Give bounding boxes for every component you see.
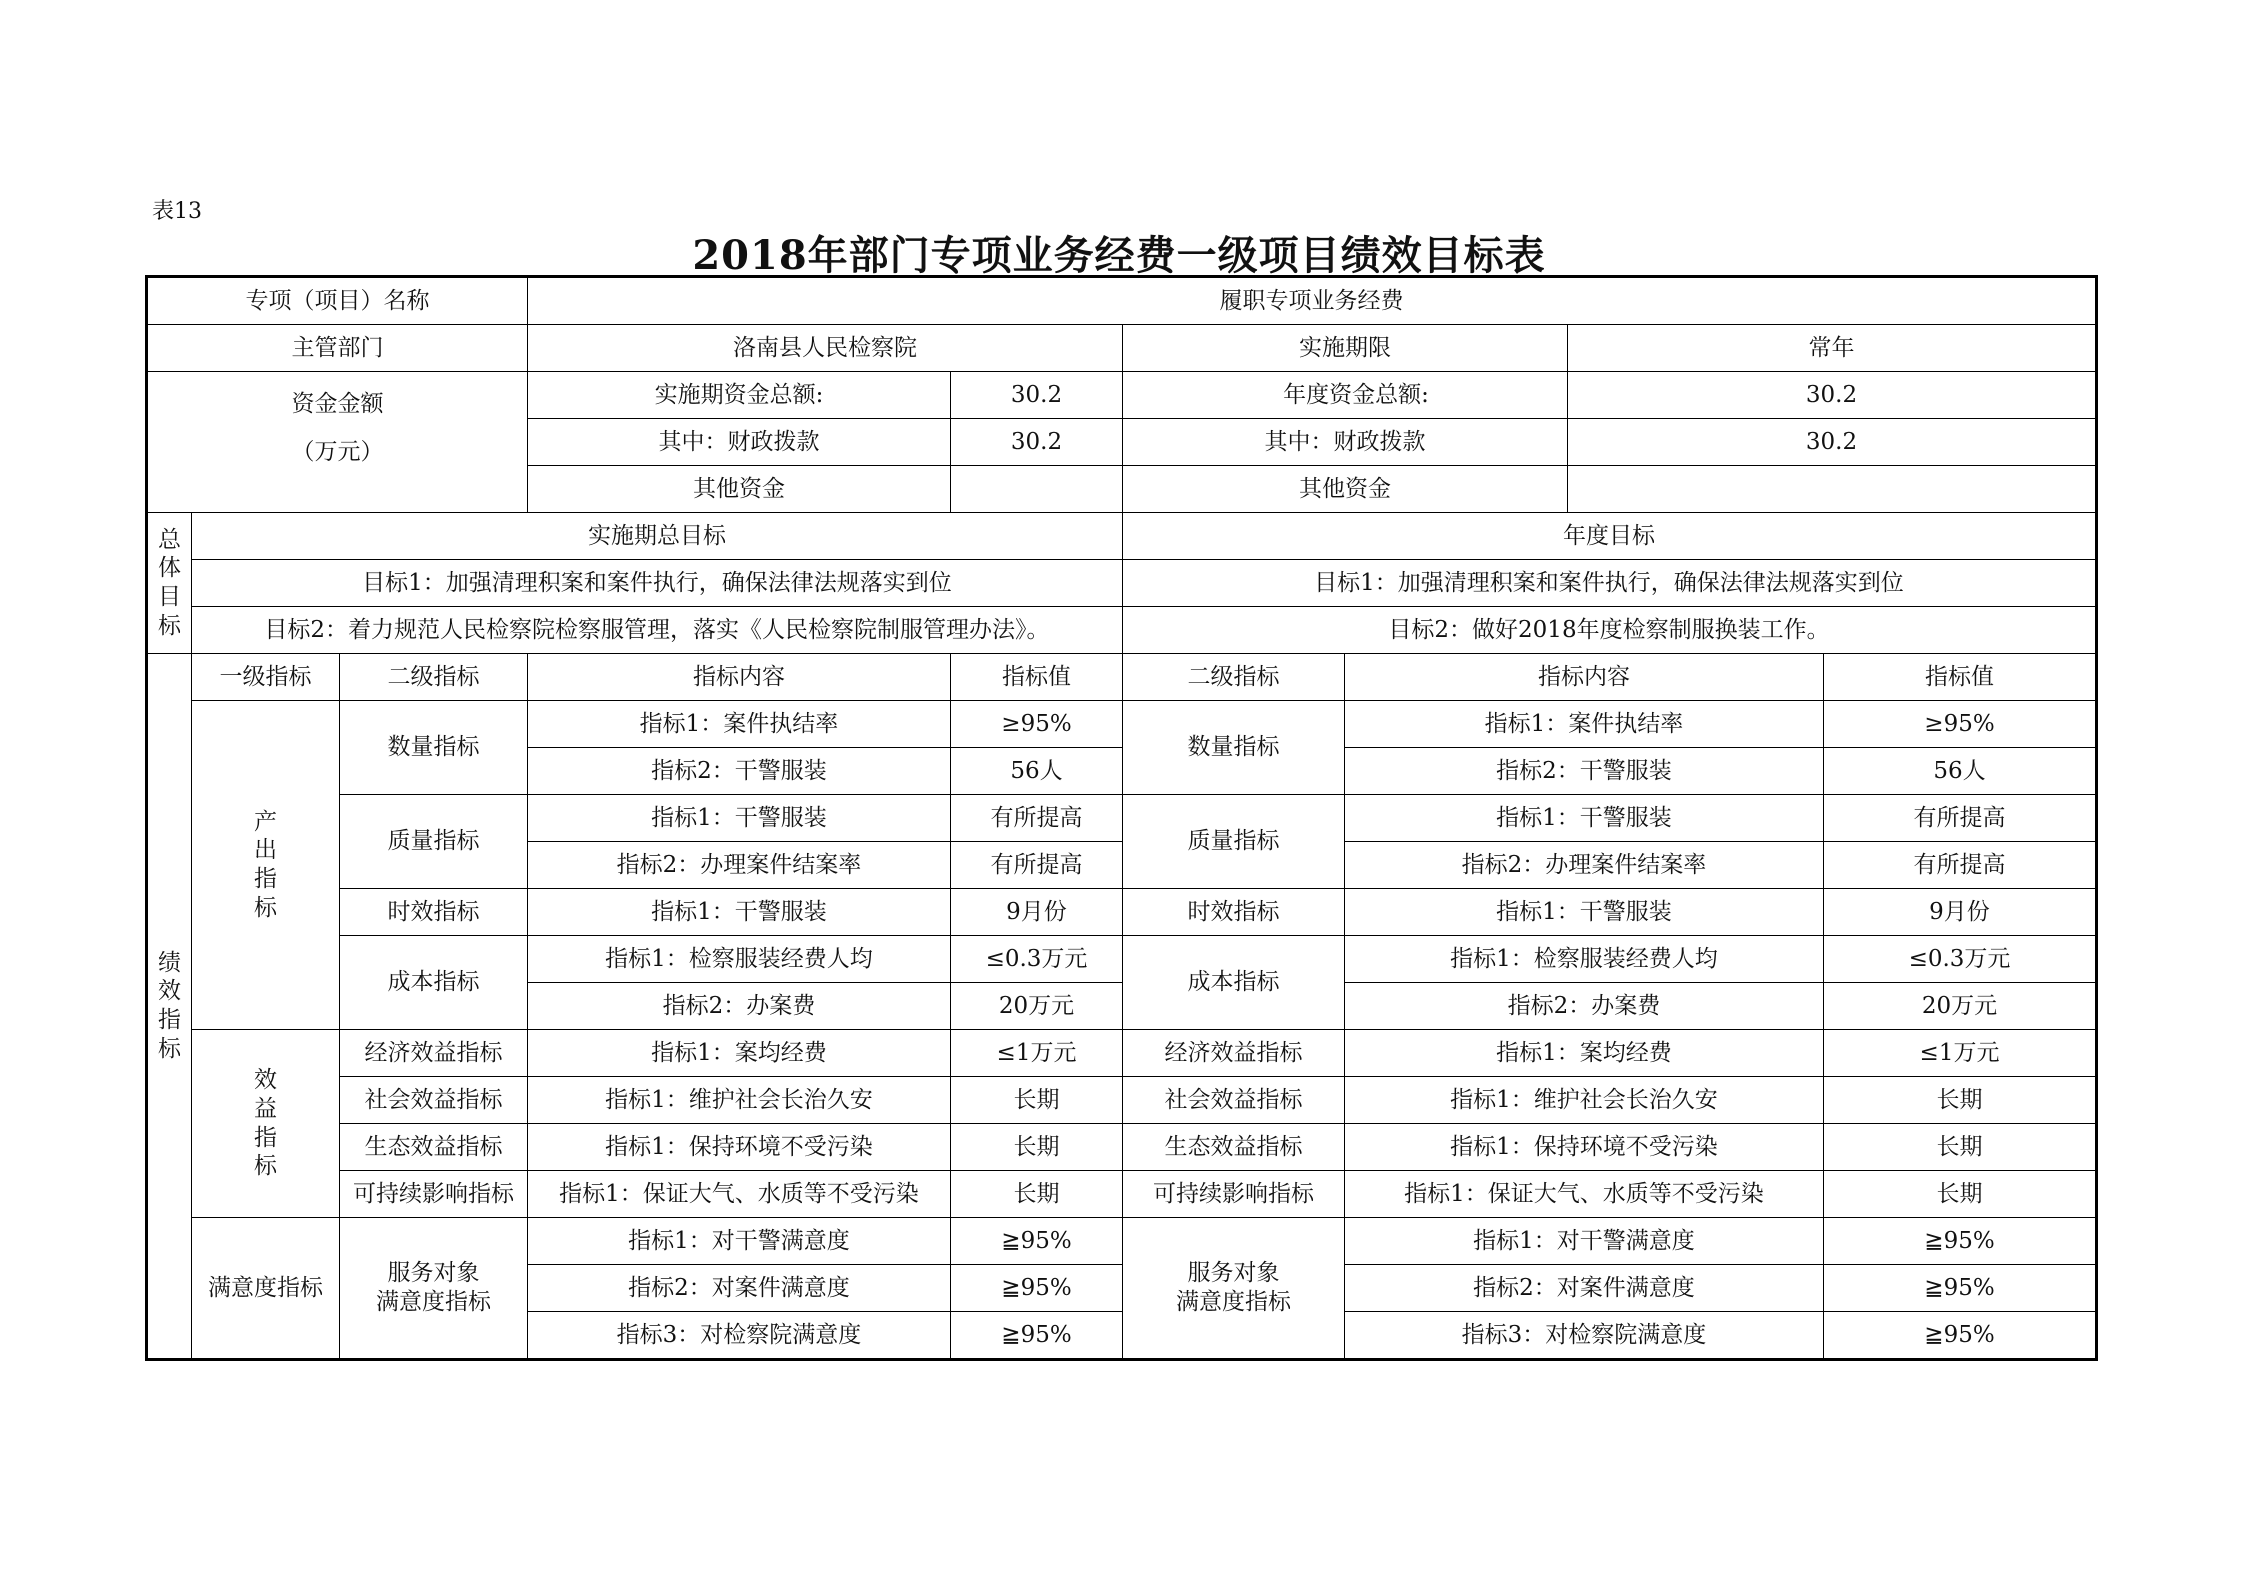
social-benefit-indicator-annual: 社会效益指标 — [1123, 1077, 1345, 1124]
indicator-value: 长期 — [951, 1124, 1123, 1171]
impl-fiscal-label: 其中：财政拨款 — [528, 419, 951, 466]
indicator-content-annual: 指标1：案均经费 — [1345, 1030, 1824, 1077]
fund-label-line1: 资金金额 — [291, 391, 384, 417]
service-line2: 满意度指标 — [376, 1289, 491, 1315]
indicator-content: 指标1：干警服装 — [528, 889, 951, 936]
indicator-content-annual: 指标2：办案费 — [1345, 983, 1824, 1030]
indicator-content: 指标1：保持环境不受污染 — [528, 1124, 951, 1171]
project-name-label: 专项（项目）名称 — [147, 277, 528, 325]
indicator-value-annual: 9月份 — [1824, 889, 2097, 936]
indicator-content: 指标1：保证大气、水质等不受污染 — [528, 1171, 951, 1218]
table-row — [147, 1124, 2097, 1171]
indicator-value: ≧95% — [951, 1265, 1123, 1312]
social-benefit-indicator: 社会效益指标 — [340, 1077, 528, 1124]
indicator-value-annual: ≤0.3万元 — [1824, 936, 2097, 983]
quantity-indicator: 数量指标 — [340, 701, 528, 795]
service-satisfaction-indicator — [340, 1218, 528, 1360]
ecological-benefit-indicator: 生态效益指标 — [340, 1124, 528, 1171]
cost-indicator-annual: 成本指标 — [1123, 936, 1345, 1030]
indicator-content-annual: 指标3：对检察院满意度 — [1345, 1312, 1824, 1360]
indicator-value-annual: ≤1万元 — [1824, 1030, 2097, 1077]
side-char: 标 — [158, 612, 181, 639]
side-char: 总 — [158, 526, 181, 553]
indicator-content: 指标1：检察服装经费人均 — [528, 936, 951, 983]
annual-fiscal-label: 其中：财政拨款 — [1123, 419, 1568, 466]
service-line2: 满意度指标 — [1176, 1289, 1291, 1315]
performance-target-table — [145, 275, 2098, 1361]
indicator-content-annual: 指标2：对案件满意度 — [1345, 1265, 1824, 1312]
indicator-content-annual: 指标2：办理案件结案率 — [1345, 842, 1824, 889]
table-row — [147, 936, 2097, 983]
timeliness-indicator-annual: 时效指标 — [1123, 889, 1345, 936]
timeliness-indicator: 时效指标 — [340, 889, 528, 936]
annual-other-value — [1568, 466, 2097, 513]
header-value-annual: 指标值 — [1824, 654, 2097, 701]
indicator-value-annual: ≧95% — [1824, 1312, 2097, 1360]
service-satisfaction-indicator-annual — [1123, 1218, 1345, 1360]
benefit-indicator-label — [192, 1030, 340, 1218]
indicator-value: 20万元 — [951, 983, 1123, 1030]
department-label: 主管部门 — [147, 325, 528, 372]
quantity-indicator-annual: 数量指标 — [1123, 701, 1345, 795]
side-char: 标 — [158, 1035, 181, 1062]
indicator-value-annual: 有所提高 — [1824, 842, 2097, 889]
impl-goal-1: 目标1：加强清理积案和案件执行，确保法律法规落实到位 — [192, 560, 1123, 607]
indicator-content-annual: 指标1：干警服装 — [1345, 889, 1824, 936]
indicator-content: 指标1：案均经费 — [528, 1030, 951, 1077]
annual-goal-2: 目标2：做好2018年度检察制服换装工作。 — [1123, 607, 2097, 654]
side-char: 效 — [254, 1067, 277, 1093]
quality-indicator: 质量指标 — [340, 795, 528, 889]
indicator-content: 指标2：对案件满意度 — [528, 1265, 951, 1312]
indicator-value-annual: ≧95% — [1824, 1218, 2097, 1265]
indicator-content: 指标1：案件执结率 — [528, 701, 951, 748]
indicator-value: 长期 — [951, 1171, 1123, 1218]
side-char: 指 — [254, 866, 277, 892]
impl-total-label: 实施期资金总额: — [528, 372, 951, 419]
indicator-content: 指标3：对检察院满意度 — [528, 1312, 951, 1360]
indicator-value: ≧95% — [951, 1312, 1123, 1360]
side-char: 指 — [254, 1124, 277, 1151]
fund-amount-label — [147, 372, 528, 513]
header-level2: 二级指标 — [340, 654, 528, 701]
impl-other-label: 其他资金 — [528, 466, 951, 513]
annual-other-label: 其他资金 — [1123, 466, 1568, 513]
service-line1: 服务对象 — [1187, 1260, 1280, 1287]
side-char: 益 — [254, 1095, 277, 1122]
table-row — [147, 1218, 2097, 1265]
impl-total-value: 30.2 — [951, 372, 1123, 419]
table-number: 表13 — [152, 199, 202, 224]
annual-fiscal-value: 30.2 — [1568, 419, 2097, 466]
indicator-content-annual: 指标1：案件执结率 — [1345, 701, 1824, 748]
table-row — [147, 701, 2097, 748]
indicator-content: 指标1：维护社会长治久安 — [528, 1077, 951, 1124]
indicator-value-annual: 56人 — [1824, 748, 2097, 795]
impl-goal-2: 目标2：着力规范人民检察院检察服管理，落实《人民检察院制服管理办法》。 — [192, 607, 1123, 654]
indicator-content-annual: 指标1：检察服装经费人均 — [1345, 936, 1824, 983]
indicator-value: 长期 — [951, 1077, 1123, 1124]
side-char: 标 — [254, 894, 277, 921]
indicators-side-label — [147, 654, 192, 1360]
indicator-value-annual: 有所提高 — [1824, 795, 2097, 842]
side-char: 目 — [158, 584, 181, 610]
side-char: 出 — [254, 837, 277, 864]
economic-benefit-indicator: 经济效益指标 — [340, 1030, 528, 1077]
side-char: 产 — [254, 808, 277, 835]
side-char: 指 — [158, 1007, 181, 1033]
fund-label-line2: （万元） — [291, 439, 384, 465]
economic-benefit-indicator-annual: 经济效益指标 — [1123, 1030, 1345, 1077]
side-char: 体 — [158, 555, 181, 582]
sustainable-impact-indicator: 可持续影响指标 — [340, 1171, 528, 1218]
indicator-value-annual: 长期 — [1824, 1171, 2097, 1218]
table-row — [147, 1171, 2097, 1218]
annual-goal-header: 年度目标 — [1123, 513, 2097, 560]
department-value: 洛南县人民检察院 — [528, 325, 1123, 372]
side-char: 标 — [254, 1153, 277, 1180]
table-row — [147, 1077, 2097, 1124]
service-line1: 服务对象 — [387, 1260, 480, 1287]
indicator-value-annual: 20万元 — [1824, 983, 2097, 1030]
indicator-value-annual: 长期 — [1824, 1124, 2097, 1171]
period-label: 实施期限 — [1123, 325, 1568, 372]
indicator-content-annual: 指标1：对干警满意度 — [1345, 1218, 1824, 1265]
sustainable-impact-indicator-annual: 可持续影响指标 — [1123, 1171, 1345, 1218]
annual-total-label: 年度资金总额: — [1123, 372, 1568, 419]
indicator-value: ≧95% — [951, 1218, 1123, 1265]
header-level1: 一级指标 — [192, 654, 340, 701]
indicator-content-annual: 指标2：干警服装 — [1345, 748, 1824, 795]
output-indicator-label — [192, 701, 340, 1030]
cost-indicator: 成本指标 — [340, 936, 528, 1030]
impl-goal-header: 实施期总目标 — [192, 513, 1123, 560]
impl-other-value — [951, 466, 1123, 513]
table-row — [147, 1030, 2097, 1077]
indicator-content: 指标2：办案费 — [528, 983, 951, 1030]
project-name-value: 履职专项业务经费 — [528, 277, 2097, 325]
ecological-benefit-indicator-annual: 生态效益指标 — [1123, 1124, 1345, 1171]
indicator-content-annual: 指标1：干警服装 — [1345, 795, 1824, 842]
impl-fiscal-value: 30.2 — [951, 419, 1123, 466]
indicator-value-annual: 长期 — [1824, 1077, 2097, 1124]
indicator-content: 指标2：干警服装 — [528, 748, 951, 795]
quality-indicator-annual: 质量指标 — [1123, 795, 1345, 889]
side-char: 绩 — [158, 949, 181, 976]
page-title: 2018年部门专项业务经费一级项目绩效目标表 — [692, 232, 1546, 279]
indicator-value: 9月份 — [951, 889, 1123, 936]
indicator-value-annual: ≥95% — [1824, 701, 2097, 748]
satisfaction-indicator-label: 满意度指标 — [192, 1218, 340, 1360]
header-value: 指标值 — [951, 654, 1123, 701]
indicator-content-annual: 指标1：保持环境不受污染 — [1345, 1124, 1824, 1171]
period-value: 常年 — [1568, 325, 2097, 372]
indicator-content: 指标1：干警服装 — [528, 795, 951, 842]
indicator-value: 有所提高 — [951, 842, 1123, 889]
indicator-content-annual: 指标1：维护社会长治久安 — [1345, 1077, 1824, 1124]
indicator-value: 56人 — [951, 748, 1123, 795]
side-char: 效 — [158, 978, 181, 1005]
indicator-content: 指标2：办理案件结案率 — [528, 842, 951, 889]
annual-total-value: 30.2 — [1568, 372, 2097, 419]
header-level2-annual: 二级指标 — [1123, 654, 1345, 701]
indicator-value-annual: ≧95% — [1824, 1265, 2097, 1312]
indicator-content: 指标1：对干警满意度 — [528, 1218, 951, 1265]
indicator-value: ≤0.3万元 — [951, 936, 1123, 983]
overall-goals-side-label — [147, 513, 192, 654]
table-row — [147, 795, 2097, 842]
indicator-value: ≥95% — [951, 701, 1123, 748]
header-content: 指标内容 — [528, 654, 951, 701]
indicator-value: ≤1万元 — [951, 1030, 1123, 1077]
annual-goal-1: 目标1：加强清理积案和案件执行，确保法律法规落实到位 — [1123, 560, 2097, 607]
indicator-value: 有所提高 — [951, 795, 1123, 842]
table-row — [147, 889, 2097, 936]
header-content-annual: 指标内容 — [1345, 654, 1824, 701]
indicator-content-annual: 指标1：保证大气、水质等不受污染 — [1345, 1171, 1824, 1218]
